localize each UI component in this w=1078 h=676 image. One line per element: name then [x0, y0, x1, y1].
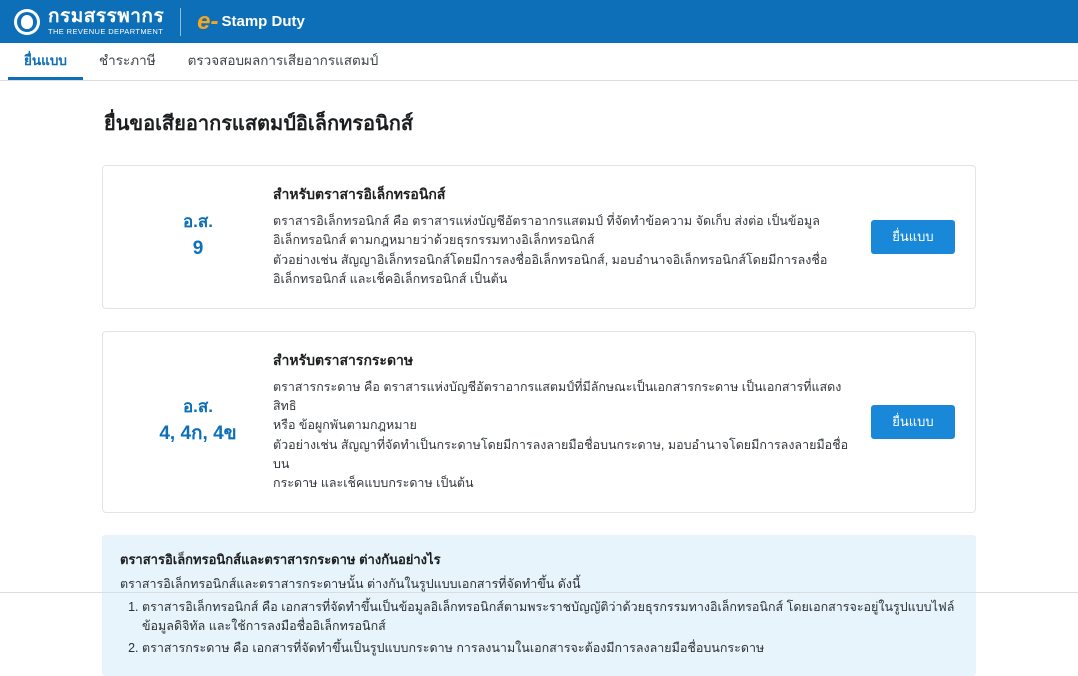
card-paper-code-label: อ.ส.	[182, 397, 214, 417]
tab-check-result-label: ตรวจสอบผลการเสียอากรแสตมป์	[187, 53, 379, 68]
revenue-department-seal-icon	[14, 9, 40, 35]
product-name: Stamp Duty	[221, 13, 305, 30]
card-electronic-line-2: อิเล็กทรอนิกส์ ตามกฎหมายว่าด้วยธุรกรรมทางอิเล็กทรอนิกส์	[273, 233, 595, 248]
org-name-en: THE REVENUE DEPARTMENT	[48, 27, 164, 37]
card-electronic-code	[123, 211, 273, 262]
card-electronic-line-3: ตัวอย่างเช่น สัญญาอิเล็กทรอนิกส์โดยมีการลงชื่ออิเล็กทรอนิกส์, มอบอำนาจอิเล็กทรอนิกส์โดยมีการลงชื่อ	[273, 252, 828, 267]
submit-electronic-form-button[interactable]: ยื่นแบบ	[871, 220, 955, 254]
card-electronic-code-label: อ.ส.	[182, 212, 214, 232]
card-paper-heading: สำหรับตราสารกระดาษ	[273, 351, 414, 368]
submit-paper-form-button[interactable]: ยื่นแบบ	[871, 405, 955, 439]
tab-pay-tax[interactable]	[83, 43, 172, 80]
card-paper-line-2: หรือ ข้อผูกพันตามกฎหมาย	[273, 418, 417, 433]
app-header	[0, 0, 1078, 43]
card-electronic-text	[273, 212, 855, 290]
info-panel-subtitle: ตราสารอิเล็กทรอนิกส์และตราสารกระดาษนั้น ต่างกันในรูปแบบเอกสารที่จัดทำขึ้น ดังนี้	[120, 576, 581, 591]
revenue-department-logo[interactable]	[14, 7, 164, 36]
info-panel-difference	[102, 535, 976, 676]
card-paper-line-3: ตัวอย่างเช่น สัญญาที่จัดทำเป็นกระดาษโดยมีการลงลายมือชื่อบนกระดาษ, มอบอำนาจโดยมีการลงลายมือชื่อบน	[273, 437, 849, 471]
card-paper-instrument	[102, 331, 976, 513]
card-electronic-instrument	[102, 165, 976, 309]
page-title: ยื่นขอเสียอากรแสตมป์อิเล็กทรอนิกส์	[104, 113, 414, 135]
e-stamp-duty-logo[interactable]	[197, 7, 305, 35]
product-initial: e-	[197, 7, 219, 35]
info-panel-title: ตราสารอิเล็กทรอนิกส์และตราสารกระดาษ ต่างกันอย่างไร	[120, 551, 441, 567]
card-paper-line-1: ตราสารกระดาษ คือ ตราสารแห่งบัญชีอัตราอากรแสตมป์ที่มีลักษณะเป็นเอกสารกระดาษ เป็นเอกสารที่แสดงสิทธิ	[273, 379, 842, 413]
tab-file-form-label: ยื่นแบบ	[24, 53, 67, 68]
tab-pay-tax-label: ชำระภาษี	[98, 53, 156, 68]
card-paper-text	[273, 378, 855, 494]
info-panel-list	[120, 598, 958, 658]
org-name-th: กรมสรรพากร	[48, 6, 165, 28]
card-paper-body	[273, 350, 871, 494]
card-electronic-line-1: ตราสารอิเล็กทรอนิกส์ คือ ตราสารแห่งบัญชีอัตราอากรแสตมป์ ที่จัดทำข้อความ จัดเก็บ ส่งต่อ เป็นข้อมูล	[273, 214, 820, 228]
page-bottom-divider	[0, 592, 1078, 593]
header-divider	[180, 8, 181, 36]
card-paper-line-4: กระดาษ และเช็คแบบกระดาษ เป็นต้น	[273, 476, 474, 491]
card-paper-code	[123, 396, 273, 447]
info-list-item-paper: 2. ตราสารกระดาษ คือ เอกสารที่จัดทำขึ้นเป็นรูปแบบกระดาษ การลงนามในเอกสารจะต้องมีการลงลายมือชื่อบนกระดาษ	[142, 639, 958, 658]
card-paper-code-number: 4, 4ก, 4ข	[159, 423, 237, 445]
card-electronic-heading: สำหรับตราสารอิเล็กทรอนิกส์	[273, 186, 446, 202]
card-electronic-line-4: อิเล็กทรอนิกส์ และเช็คอิเล็กทรอนิกส์ เป็นต้น	[273, 272, 508, 287]
tab-file-form[interactable]	[8, 43, 83, 80]
page-content	[0, 81, 1078, 655]
card-electronic-body	[273, 184, 871, 290]
info-list-item-electronic: 1. ตราสารอิเล็กทรอนิกส์ คือ เอกสารที่จัดทำขึ้นเป็นข้อมูลอิเล็กทรอนิกส์ตามพระราชบัญญัติว่าด้วยธุรกรรมทางอิเล็กทรอนิกส์ โดยเอกสารจะอยู่ในรูปแบบไฟล์ข้อมูลดิจิทัล และใช้การลงมือชื่ออิเล็กทรอนิกส์	[142, 598, 958, 637]
card-electronic-code-number: 9	[192, 238, 204, 260]
tab-check-result[interactable]	[172, 43, 395, 80]
main-tabbar	[0, 43, 1078, 81]
